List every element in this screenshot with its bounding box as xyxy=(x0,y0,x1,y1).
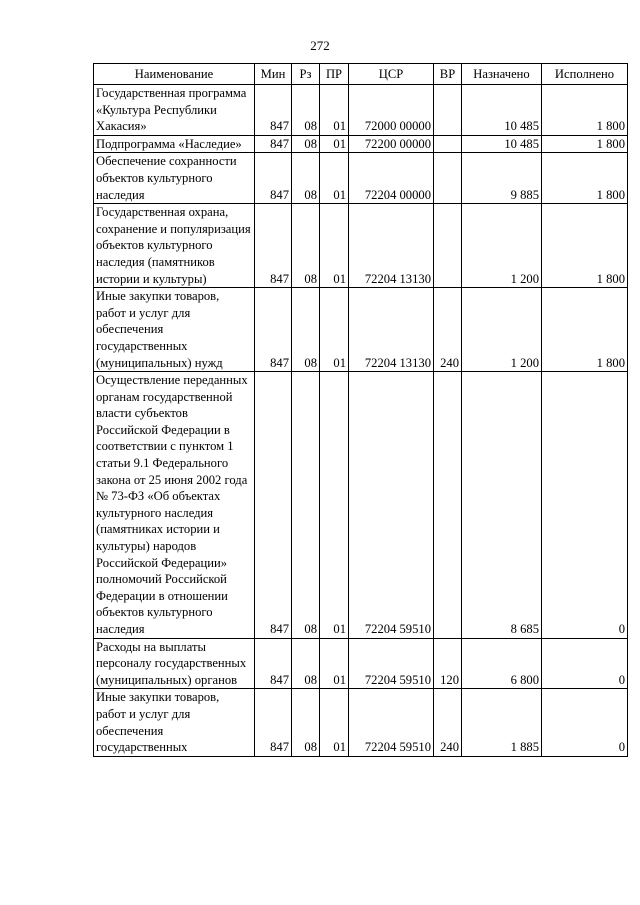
row-csr-cell: 72204 00000 xyxy=(349,153,434,204)
header-name: Наименование xyxy=(94,64,255,85)
row-rz-cell: 08 xyxy=(292,288,320,372)
row-assigned-cell: 10 485 xyxy=(462,135,542,153)
row-assigned-cell: 9 885 xyxy=(462,153,542,204)
table-row xyxy=(94,135,628,153)
row-csr-cell: 72204 59510 xyxy=(349,689,434,756)
row-rz-cell: 08 xyxy=(292,153,320,204)
row-rz-cell: 08 xyxy=(292,135,320,153)
row-executed-cell: 0 xyxy=(542,372,628,639)
row-csr-cell: 72000 00000 xyxy=(349,85,434,136)
budget-table xyxy=(93,63,628,757)
row-vr-cell: 240 xyxy=(434,288,462,372)
row-csr-cell: 72204 59510 xyxy=(349,372,434,639)
row-pr-cell: 01 xyxy=(320,288,349,372)
row-assigned-cell: 8 685 xyxy=(462,372,542,639)
header-vr: ВР xyxy=(434,64,462,85)
row-executed-cell: 1 800 xyxy=(542,153,628,204)
row-pr-cell: 01 xyxy=(320,153,349,204)
row-executed-cell: 1 800 xyxy=(542,288,628,372)
row-name-cell: Осуществление переданных органам государственной власти субъектов Российской Федерации в соответствии с пунктом 1 статьи 9.1 Федерального закона от 25 июня 2002 года № 73-ФЗ «Об объектах культурного наследия (памятниках истории и культуры) народов Российской Федерации» полномочий Российской Федерации в отношении объектов культурного наследия xyxy=(94,372,255,639)
table-header-row xyxy=(94,64,628,85)
row-pr-cell: 01 xyxy=(320,85,349,136)
row-csr-cell: 72204 13130 xyxy=(349,204,434,288)
row-executed-cell: 1 800 xyxy=(542,85,628,136)
row-vr-cell xyxy=(434,153,462,204)
row-assigned-cell: 6 800 xyxy=(462,638,542,689)
row-vr-cell: 240 xyxy=(434,689,462,756)
row-csr-cell: 72200 00000 xyxy=(349,135,434,153)
row-rz-cell: 08 xyxy=(292,85,320,136)
row-min-cell: 847 xyxy=(255,372,292,639)
row-pr-cell: 01 xyxy=(320,372,349,639)
row-pr-cell: 01 xyxy=(320,204,349,288)
row-min-cell: 847 xyxy=(255,135,292,153)
header-assigned: Назначено xyxy=(462,64,542,85)
header-csr: ЦСР xyxy=(349,64,434,85)
row-rz-cell: 08 xyxy=(292,204,320,288)
row-min-cell: 847 xyxy=(255,85,292,136)
table-row xyxy=(94,85,628,136)
row-min-cell: 847 xyxy=(255,153,292,204)
row-min-cell: 847 xyxy=(255,204,292,288)
table-row xyxy=(94,372,628,639)
row-csr-cell: 72204 59510 xyxy=(349,638,434,689)
row-min-cell: 847 xyxy=(255,689,292,756)
table-row xyxy=(94,288,628,372)
row-min-cell: 847 xyxy=(255,288,292,372)
row-vr-cell xyxy=(434,372,462,639)
table-row xyxy=(94,638,628,689)
row-rz-cell: 08 xyxy=(292,689,320,756)
row-executed-cell: 1 800 xyxy=(542,204,628,288)
row-executed-cell: 0 xyxy=(542,638,628,689)
table-row xyxy=(94,689,628,756)
row-executed-cell: 1 800 xyxy=(542,135,628,153)
table-row xyxy=(94,153,628,204)
row-name-cell: Расходы на выплаты персоналу государственных (муниципальных) органов xyxy=(94,638,255,689)
row-name-cell: Иные закупки товаров, работ и услуг для обеспечения государственных (муниципальных) нужд xyxy=(94,288,255,372)
header-executed: Исполнено xyxy=(542,64,628,85)
row-assigned-cell: 10 485 xyxy=(462,85,542,136)
row-vr-cell: 120 xyxy=(434,638,462,689)
row-pr-cell: 01 xyxy=(320,135,349,153)
row-min-cell: 847 xyxy=(255,638,292,689)
row-vr-cell xyxy=(434,135,462,153)
header-rz: Рз xyxy=(292,64,320,85)
row-rz-cell: 08 xyxy=(292,638,320,689)
page-number: 272 xyxy=(310,38,330,53)
row-executed-cell: 0 xyxy=(542,689,628,756)
header-min: Мин xyxy=(255,64,292,85)
row-pr-cell: 01 xyxy=(320,689,349,756)
row-rz-cell: 08 xyxy=(292,372,320,639)
row-name-cell: Государственная программа «Культура Республики Хакасия» xyxy=(94,85,255,136)
row-assigned-cell: 1 200 xyxy=(462,288,542,372)
table-row xyxy=(94,204,628,288)
row-name-cell: Подпрограмма «Наследие» xyxy=(94,135,255,153)
row-assigned-cell: 1 885 xyxy=(462,689,542,756)
row-pr-cell: 01 xyxy=(320,638,349,689)
row-name-cell: Обеспечение сохранности объектов культурного наследия xyxy=(94,153,255,204)
row-name-cell: Иные закупки товаров, работ и услуг для обеспечения государственных xyxy=(94,689,255,756)
row-vr-cell xyxy=(434,85,462,136)
row-csr-cell: 72204 13130 xyxy=(349,288,434,372)
header-pr: ПР xyxy=(320,64,349,85)
row-name-cell: Государственная охрана, сохранение и популяризация объектов культурного наследия (памятников истории и культуры) xyxy=(94,204,255,288)
row-assigned-cell: 1 200 xyxy=(462,204,542,288)
row-vr-cell xyxy=(434,204,462,288)
